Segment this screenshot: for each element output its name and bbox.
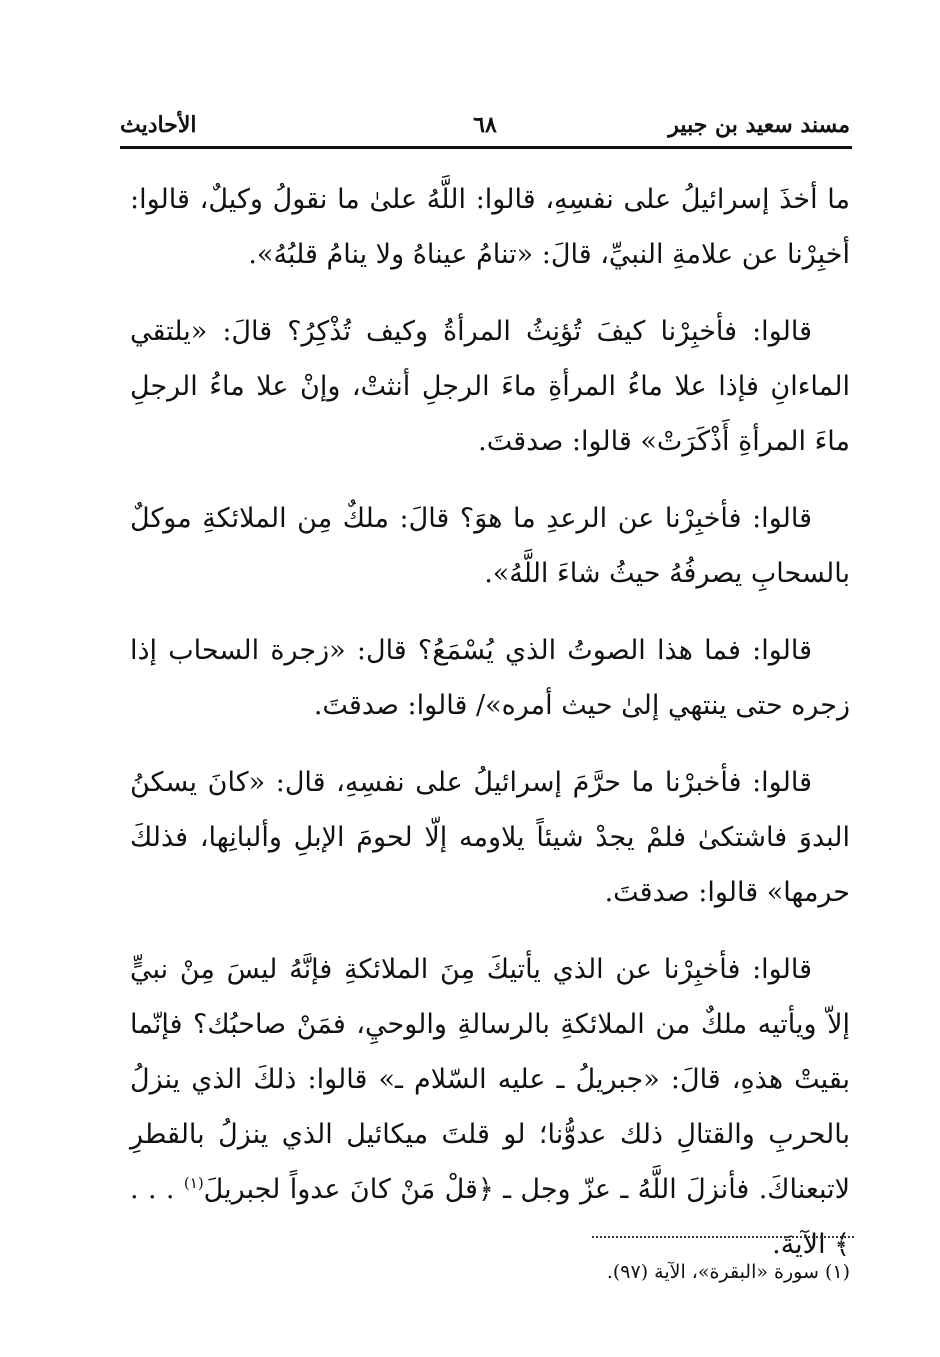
footnote: (١) سورة «البقرة»، الآية (٩٧). xyxy=(606,1261,850,1283)
paragraph-6 xyxy=(130,942,850,1272)
main-text xyxy=(130,172,850,1294)
running-head xyxy=(120,112,850,144)
paragraph-1: ما أخذَ إسرائيلُ على نفسِهِ، قالوا: اللَّهُ علىٰ ما نقولُ وكيلٌ، قالوا: أخبِرْنا عن علامةِ النبيِّ، قالَ: «تنامُ عيناهُ ولا ينامُ قلبُهُ». xyxy=(130,184,850,270)
header-rule xyxy=(120,146,852,149)
paragraph-2: قالوا: فأخبِرْنا كيفَ تُؤنِثُ المرأةُ وكيف تُذْكِرُ؟ قالَ: «يلتقي الماءانِ فإذا علا ماءُ المرأةِ ماءَ الرجلِ أنثتْ، وإنْ علا ماءُ الرجلِ ماءَ المرأةِ أَذْكَرَتْ» قالوا: صدقتَ. xyxy=(130,316,850,457)
book-title-header: مسند سعيد بن جبير xyxy=(668,112,850,138)
paragraph-6-text: قالوا: فأخبِرْنا عن الذي يأتيكَ مِنَ الملائكةِ فإنَّهُ ليسَ مِنْ نبيٍّ إلاّ ويأتيه ملكٌ من الملائكةِ بالرسالةِ والوحيِ، فمَنْ صاحبُك؟ فإنّما بقيتْ هذهِ، قالَ: «جبريلُ ـ عليه السّلام ـ» قالوا: ذلكَ الذي ينزلُ بالحربِ والقتالِ ذلك عدوُّنا؛ لو قلتَ ميكائيل الذي ينزلُ بالقطرِ لاتبعناكَ. فأنزلَ اللَّهُ ـ عزّ وجل ـ ﴿قلْ مَنْ كانَ عدواً لجبريلَ xyxy=(130,954,850,1205)
paragraph-3: قالوا: فأخبِرْنا عن الرعدِ ما هوَ؟ قالَ: ملكٌ مِن الملائكةِ موكلٌ بالسحابِ يصرفُهُ حيثُ شاءَ اللَّهُ». xyxy=(130,503,850,589)
footnote-separator xyxy=(592,1236,854,1238)
paragraph-5: قالوا: فأخبرْنا ما حرَّمَ إسرائيلُ على نفسِهِ، قال: «كانَ يسكنُ البدوَ فاشتكىٰ فلمْ يجدْ شيئاً يلاومه إلّا لحومَ الإبلِ وألبانِها، فذلكَ حرمها» قالوا: صدقتَ. xyxy=(130,767,850,908)
paragraph-4: قالوا: فما هذا الصوتُ الذي يُسْمَعُ؟ قال: «زجرة السحاب إذا زجره حتى ينتهي إلىٰ حيث أمره»/ قالوا: صدقتَ. xyxy=(130,635,850,721)
paragraph-6-tail: . . . ﴾ الآيةَ. xyxy=(130,1174,850,1260)
chapter-title-header: الأحاديث xyxy=(120,112,197,138)
footnote-marker: (١) xyxy=(183,1174,204,1192)
page-number: ٦٨ xyxy=(473,112,497,138)
